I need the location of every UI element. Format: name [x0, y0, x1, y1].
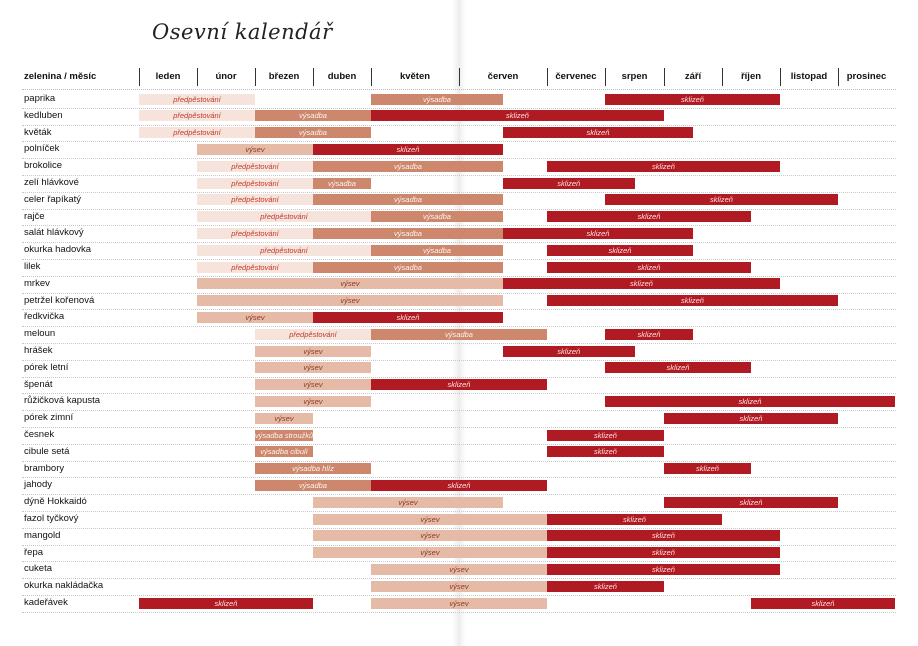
- vegetable-name: fazol tyčkový: [24, 513, 79, 524]
- vegetable-name: polníček: [24, 143, 60, 155]
- row-divider: [22, 259, 896, 260]
- vegetable-name: květák: [24, 126, 52, 138]
- bar-sklizen: sklizeň: [547, 161, 780, 172]
- vegetable-name: brambory: [24, 462, 65, 474]
- bar-sklizen: sklizeň: [664, 413, 838, 424]
- bar-sklizen: sklizeň: [503, 228, 693, 239]
- month-separator: [722, 68, 723, 86]
- vegetable-name: ředkvička: [24, 311, 65, 323]
- month-separator: [547, 68, 548, 86]
- bar-sklizen: sklizeň: [371, 379, 547, 390]
- bar-vysadba: výsadba hlíz: [255, 463, 371, 474]
- month-label: březen: [268, 71, 300, 82]
- vegetable-name: mangold: [24, 529, 61, 541]
- bar-vysev: výsev: [313, 497, 503, 508]
- vegetable-name: lilek: [24, 261, 41, 272]
- bar-vysev: výsev: [255, 396, 371, 407]
- bar-vysadba: výsadba stroužků: [255, 430, 313, 440]
- month-label: únor: [215, 71, 237, 82]
- bar-vysadba: výsadba: [371, 245, 503, 256]
- bar-vysev: výsev: [313, 547, 547, 558]
- bar-sklizen: sklizeň: [751, 598, 895, 609]
- row-divider: [22, 326, 896, 327]
- bar-vysev: výsev: [255, 346, 371, 357]
- row-divider: [22, 461, 896, 462]
- month-label: prosinec: [846, 71, 887, 82]
- row-divider: [22, 192, 896, 193]
- month-label: leden: [155, 71, 181, 82]
- bar-pre: předpěstování: [197, 228, 313, 239]
- bar-vysadba: výsadba: [313, 194, 503, 205]
- bar-sklizen: sklizeň: [547, 211, 751, 222]
- row-divider: [22, 276, 896, 277]
- row-divider: [22, 360, 896, 361]
- vegetable-name: salát hlávkový: [24, 227, 84, 239]
- vegetable-name: řepa: [24, 546, 44, 558]
- month-separator: [664, 68, 665, 86]
- row-divider: [22, 309, 896, 310]
- bar-vysadba: výsadba: [371, 329, 547, 340]
- bar-sklizen: sklizeň: [547, 245, 693, 256]
- vegetable-name: jahody: [24, 479, 52, 491]
- month-label: duben: [327, 71, 357, 82]
- row-divider: [22, 477, 896, 478]
- row-divider: [22, 578, 896, 579]
- vegetable-name: zelí hlávkové: [24, 177, 79, 188]
- bar-sklizen: sklizeň: [664, 463, 751, 474]
- bar-vysev: výsev: [197, 295, 503, 306]
- month-separator: [605, 68, 606, 86]
- row-divider: [22, 444, 896, 445]
- vegetable-name: pórek zimní: [24, 412, 74, 424]
- month-separator: [197, 68, 198, 86]
- bar-vysev: výsev: [197, 312, 313, 323]
- row-divider: [22, 545, 896, 546]
- bar-sklizen: sklizeň: [547, 564, 780, 575]
- bar-sklizen: sklizeň: [605, 329, 693, 340]
- bar-sklizen: sklizeň: [313, 312, 503, 323]
- row-divider: [22, 343, 896, 344]
- vegetable-name: brokolice: [24, 160, 63, 172]
- vegetable-name: hrášek: [24, 345, 53, 356]
- bar-sklizen: sklizeň: [547, 262, 751, 273]
- header-label: zelenina / měsíc: [24, 71, 97, 82]
- vegetable-name: paprika: [24, 93, 56, 104]
- bar-sklizen: sklizeň: [503, 346, 635, 357]
- header-divider: [22, 89, 896, 90]
- bar-sklizen: sklizeň: [547, 530, 780, 541]
- page-title: Osevní kalendář: [152, 20, 333, 44]
- bar-vysev: výsev: [371, 598, 547, 609]
- row-divider: [22, 612, 896, 613]
- vegetable-name: meloun: [24, 328, 56, 340]
- row-divider: [22, 561, 896, 562]
- vegetable-name: růžičková kapusta: [24, 395, 101, 407]
- row-divider: [22, 528, 896, 529]
- bar-sklizen: sklizeň: [503, 278, 780, 289]
- vegetable-name: rajče: [24, 210, 45, 222]
- vegetable-name: kadeřávek: [24, 597, 68, 608]
- row-divider: [22, 108, 896, 109]
- vegetable-name: špenát: [24, 378, 53, 390]
- bar-pre: předpěstování: [197, 245, 371, 256]
- month-separator: [459, 68, 460, 86]
- bar-pre: předpěstování: [197, 194, 313, 205]
- bar-vysadba: výsadba: [313, 228, 503, 239]
- bar-vysev: výsev: [313, 530, 547, 541]
- vegetable-name: celer řapíkatý: [24, 193, 82, 205]
- bar-sklizen: sklizeň: [503, 127, 693, 138]
- bar-vysev: výsev: [255, 379, 371, 390]
- month-separator: [838, 68, 839, 86]
- row-divider: [22, 393, 896, 394]
- month-label: říjen: [740, 71, 762, 82]
- row-divider: [22, 377, 896, 378]
- bar-vysadba: výsadba: [371, 211, 503, 222]
- bar-pre: předpěstování: [139, 127, 255, 138]
- row-divider: [22, 595, 896, 596]
- bar-sklizen: sklizeň: [547, 547, 780, 558]
- bar-vysadba: výsadba: [313, 262, 503, 273]
- row-divider: [22, 141, 896, 142]
- row-divider: [22, 242, 896, 243]
- bar-sklizen: sklizeň: [605, 362, 751, 373]
- row-divider: [22, 427, 896, 428]
- bar-vysev: výsev: [313, 514, 547, 525]
- vegetable-name: kedluben: [24, 109, 63, 121]
- bar-vysadba: výsadba: [255, 110, 371, 121]
- bar-vysev: výsev: [255, 413, 313, 424]
- vegetable-name: česnek: [24, 429, 55, 440]
- vegetable-name: cibule setá: [24, 445, 70, 457]
- row-divider: [22, 158, 896, 159]
- month-separator: [139, 68, 140, 86]
- bar-vysadba: výsadba: [371, 94, 503, 105]
- vegetable-name: okurka hadovka: [24, 244, 92, 256]
- bar-pre: předpěstování: [197, 178, 313, 189]
- bar-sklizen: sklizeň: [547, 430, 664, 441]
- row-divider: [22, 125, 896, 126]
- month-label: září: [684, 71, 702, 82]
- row-divider: [22, 225, 896, 226]
- month-label: červen: [487, 71, 519, 82]
- row-divider: [22, 494, 896, 495]
- bar-sklizen: sklizeň: [605, 396, 895, 407]
- month-label: listopad: [790, 71, 828, 82]
- vegetable-name: cuketa: [24, 563, 52, 575]
- bar-sklizen: sklizeň: [139, 598, 313, 609]
- bar-vysev: výsev: [371, 564, 547, 575]
- bar-pre: předpěstování: [139, 110, 255, 121]
- bar-sklizen: sklizeň: [547, 446, 664, 457]
- bar-vysev: výsev: [255, 362, 371, 373]
- row-divider: [22, 410, 896, 411]
- bar-pre: předpěstování: [139, 94, 255, 105]
- bar-vysadba: výsadba cibulí: [255, 446, 313, 457]
- bar-sklizen: sklizeň: [503, 178, 635, 189]
- row-divider: [22, 511, 896, 512]
- month-label: srpen: [621, 71, 648, 82]
- bar-pre: předpěstování: [255, 329, 371, 340]
- bar-vysadba: výsadba: [255, 127, 371, 138]
- row-divider: [22, 209, 896, 210]
- month-label: červenec: [555, 71, 597, 82]
- bar-sklizen: sklizeň: [605, 194, 838, 205]
- month-separator: [313, 68, 314, 86]
- bar-vysev: výsev: [371, 581, 547, 592]
- month-separator: [371, 68, 372, 86]
- row-divider: [22, 293, 896, 294]
- bar-vysev: výsev: [197, 144, 313, 155]
- bar-sklizen: sklizeň: [547, 514, 722, 525]
- bar-pre: předpěstování: [197, 211, 371, 222]
- vegetable-name: petržel kořenová: [24, 294, 95, 306]
- bar-pre: předpěstování: [197, 161, 313, 172]
- month-label: květen: [399, 71, 431, 82]
- bar-vysadba: výsadba: [313, 178, 371, 189]
- vegetable-name: pórek letní: [24, 361, 69, 373]
- bar-vysadba: výsadba: [313, 161, 503, 172]
- vegetable-name: mrkev: [24, 277, 50, 289]
- month-separator: [780, 68, 781, 86]
- bar-vysadba: výsadba: [255, 480, 371, 491]
- bar-pre: předpěstování: [197, 262, 313, 273]
- bar-sklizen: sklizeň: [664, 497, 838, 508]
- bar-sklizen: sklizeň: [371, 110, 664, 121]
- bar-sklizen: sklizeň: [547, 581, 664, 592]
- bar-sklizen: sklizeň: [313, 144, 503, 155]
- bar-sklizen: sklizeň: [605, 94, 780, 105]
- vegetable-name: dýně Hokkaidó: [24, 496, 87, 508]
- vegetable-name: okurka nakládačka: [24, 580, 104, 592]
- bar-vysev: výsev: [197, 278, 503, 289]
- month-separator: [255, 68, 256, 86]
- row-divider: [22, 175, 896, 176]
- bar-sklizen: sklizeň: [371, 480, 547, 491]
- bar-sklizen: sklizeň: [547, 295, 838, 306]
